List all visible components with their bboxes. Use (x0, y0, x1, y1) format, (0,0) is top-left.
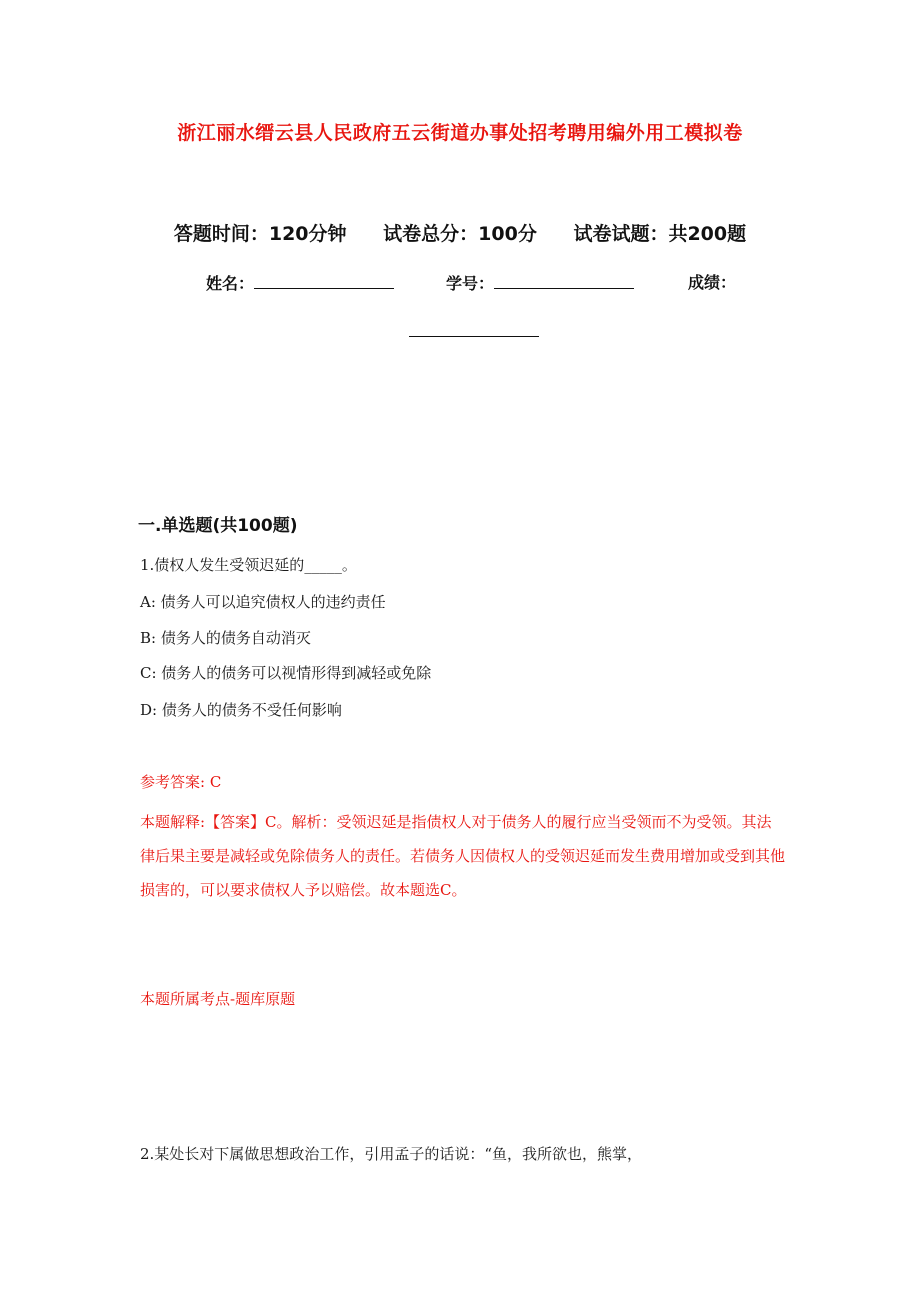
section-heading: 一.单选题(共100题) (138, 516, 298, 536)
score-field (688, 270, 736, 293)
student-id-field (446, 270, 634, 294)
question-1-explanation: 本题解释:【答案】C。解析：受领迟延是指债权人对于债务人的履行应当受领而不为受领。其法律后果主要是减轻或免除债务人的责任。若债务人因债权人的受领迟延而发生费用增加或受到其他损害的，可以要求债权人予以赔偿。故本题选C。 (140, 813, 786, 899)
question-1-option-b: B: 债务人的债务自动消灭 (140, 629, 311, 647)
question-1-option-d: D: 债务人的债务不受任何影响 (140, 701, 342, 719)
student-id-blank (494, 270, 634, 289)
name-label: 姓名： (206, 274, 255, 293)
exam-title: 浙江丽水缙云县人民政府五云街道办事处招考聘用编外用工模拟卷 (177, 122, 743, 144)
question-2-stem: 2.某处长对下属做思想政治工作，引用孟子的话说：“鱼，我所欲也，熊掌， (140, 1145, 642, 1163)
exam-time: 答题时间：120分钟 (173, 223, 347, 245)
question-1-option-a: A: 债务人可以追究债权人的违约责任 (140, 593, 386, 611)
question-1-topic: 本题所属考点-题库原题 (140, 990, 296, 1008)
exam-total-score: 试卷总分：100分 (383, 223, 537, 245)
name-field (206, 270, 394, 294)
question-1-option-c: C: 债务人的债务可以视情形得到减轻或免除 (140, 664, 432, 682)
score-label: 成绩： (688, 273, 737, 292)
question-1-answer: 参考答案: C (140, 773, 222, 791)
exam-question-count: 试卷试题：共200题 (573, 223, 747, 245)
name-blank (254, 270, 394, 289)
exam-meta (0, 219, 920, 246)
student-id-label: 学号： (446, 274, 495, 293)
question-1-stem: 1.债权人发生受领迟延的_____。 (140, 556, 357, 574)
score-blank (409, 322, 539, 337)
